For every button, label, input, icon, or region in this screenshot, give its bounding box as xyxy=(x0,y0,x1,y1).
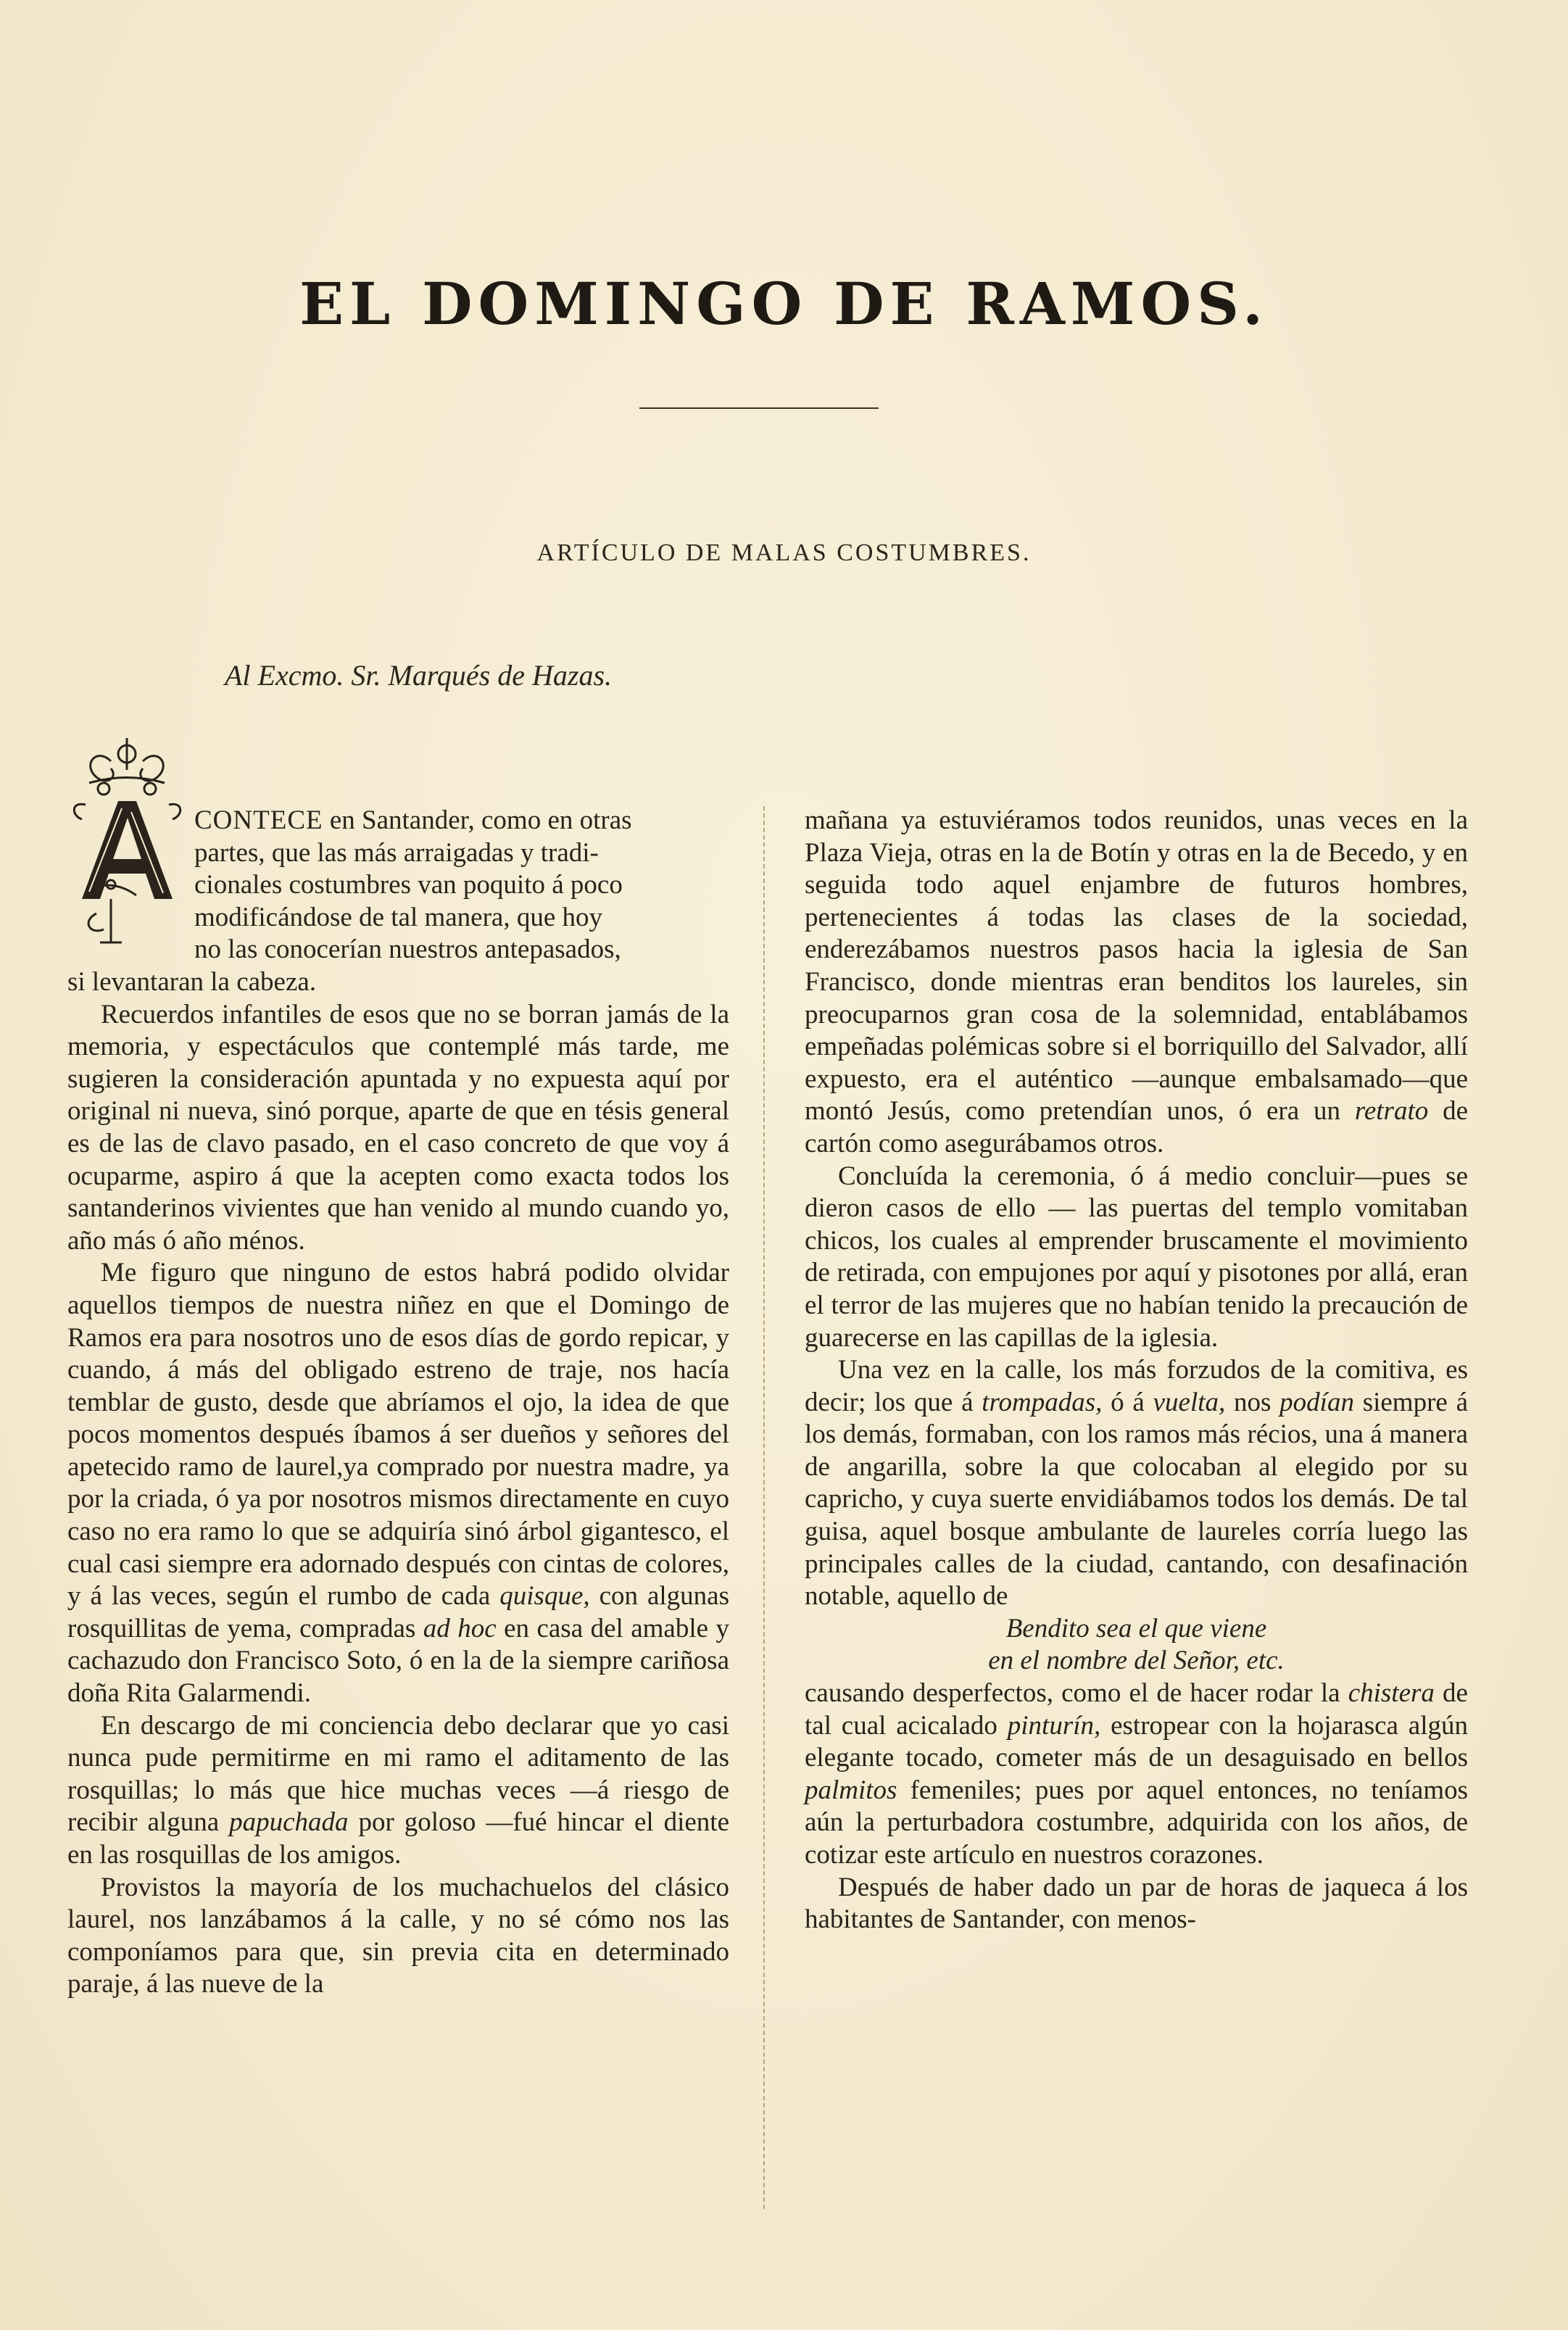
italic-run: chistera xyxy=(1348,1678,1435,1709)
paragraph-6 xyxy=(805,805,1468,1161)
text-line: no las conocerían nuestros antepasados, xyxy=(194,934,621,965)
verse-line: en el nombre del Señor, etc. xyxy=(988,1646,1285,1676)
italic-run: pinturín, xyxy=(1007,1710,1101,1741)
paragraph-5: Provistos la mayoría de los muchachuelos del clásico laurel, nos lanzábamos á la calle, y no sé cómo nos las componíamos para que, sin previa cita en determinado paraje, á las nueve de la xyxy=(67,1872,729,1999)
paragraph-4 xyxy=(67,1710,729,1872)
text-run: con algunas rosquillitas de yema, compradas xyxy=(67,1581,729,1643)
italic-run: papuchada xyxy=(229,1807,349,1838)
text-run: en casa del amable y cachazudo don Francisco Soto, ó en la de la siempre cariñosa doña Rita Galarmendi. xyxy=(67,1613,729,1709)
italic-run: ad hoc xyxy=(423,1613,497,1643)
right-column xyxy=(805,805,1468,1936)
article-subtitle: ARTÍCULO DE MALAS COSTUMBRES. xyxy=(536,539,1032,566)
text-line: cionales costumbres van poquito á poco xyxy=(194,870,623,900)
text-run: Una vez en la calle, los más forzudos de la comitiva, es decir; los que á xyxy=(805,1355,1468,1417)
italic-run: trompadas, xyxy=(982,1387,1103,1417)
article-title: EL DOMINGO DE RAMOS. xyxy=(299,270,1269,338)
opening-word: CONTECE xyxy=(194,805,323,835)
paragraph-8 xyxy=(805,1354,1468,1613)
italic-run: quisque, xyxy=(499,1581,590,1612)
paragraph-2: Recuerdos infantiles de esos que no se borran jamás de la memoria, y espectáculos que contemplé más tarde, me sugieren la consideración apuntada y no expuesta aquí por original ni nueva, sinó porque, aparte de que en tésis general es de las de clavo pasado, en el caso concreto de que voy á ocuparme, aspiro á que la acepten como exacta todos los santanderinos vivientes que han venido al mundo cuando yo, año más ó año ménos. xyxy=(67,999,729,1256)
column-divider xyxy=(763,806,765,2209)
paragraph-3 xyxy=(67,1257,729,1709)
italic-run: palmitos xyxy=(805,1775,897,1805)
italic-run: podían xyxy=(1279,1387,1354,1417)
text-run: Me figuro que ninguno de estos habrá podido olvidar aquellos tiempos de nuestra niñez en que el Domingo de Ramos era para nosotros uno de esos días de gordo repicar, y cuando, á más del obligado estreno de traje, nos hacía temblar de gusto, desde que abríamos el ojo, la idea de que pocos momentos después íbamos á ser dueños y señores del apetecido ramo de laurel,ya comprado por nuestra madre, ya por la criada, ó ya por nosotros mismos directamente en cuyo caso no era ramo lo que se adquiría sinó árbol gigantesco, el cual casi siempre era adornado después con cintas de colores, y á las veces, según el rumbo de cada xyxy=(67,1258,729,1612)
text-run: ó á xyxy=(1102,1387,1153,1417)
paragraph-1 xyxy=(67,805,729,999)
italic-run: retrato xyxy=(1354,1096,1429,1127)
text-run: mañana ya estuviéramos todos reunidos, unas veces en la Plaza Vieja, otras en la de Botín y otras en la de Becedo, y en seguida todo aquel enjambre de futuros hombres, pertenecientes á todas las clases de la sociedad, enderezábamos nuestros pasos hacia la iglesia de San Francisco, donde mientras eran benditos los laureles, sin preocuparnos gran cosa de la solemnidad, entablábamos empeñadas polémicas sobre si el borriquillo del Salvador, allí expuesto, era el auténtico —aunque embalsamado—que montó Jesús, como pretendían unos, ó era un xyxy=(805,805,1468,1127)
text-line: en Santander, como en otras xyxy=(323,805,632,835)
text-run: femeniles; pues por aquel entonces, no teníamos aún la perturbadora costumbre, adquirida con los años, de cotizar este artículo en nuestros corazones. xyxy=(805,1775,1468,1870)
text-run: por goloso —fué hincar el diente en las rosquillas de los amigos. xyxy=(67,1807,730,1870)
title-rule xyxy=(639,407,879,409)
text-run: de tal cual acicalado xyxy=(805,1678,1468,1741)
italic-run: vuelta, xyxy=(1153,1387,1226,1417)
left-column xyxy=(67,805,729,2001)
text-run: En descargo de mi conciencia debo declarar que yo casi nunca pude permitirme en mi ramo el aditamento de las rosquillas; lo más que hice muchas veces —á riesgo de recibir alguna xyxy=(67,1710,729,1838)
dedication: Al Excmo. Sr. Marqués de Hazas. xyxy=(225,659,613,692)
text-run: siempre á los demás, formaban, con los ramos más récios, una á manera de angarilla, sobre la que colocaban al elegido por su capricho, y cuya suerte envidiábamos todos los demás. De tal guisa, aquel bosque ambulante de laureles corría luego las principales calles de la ciudad, cantando, con desafinación notable, aquello de xyxy=(805,1387,1468,1612)
paragraph-7: Concluída la ceremonia, ó á medio concluir—pues se dieron casos de ello — las puertas del templo vomitaban chicos, los cuales al emprender bruscamente el movimiento de retirada, con empujones por aquí y pisotones por allá, eran el terror de las mujeres que no habían tenido la precaución de guarecerse en las capillas de la iglesia. xyxy=(805,1161,1468,1353)
text-run: de cartón como asegurábamos otros. xyxy=(805,1096,1468,1158)
text-run: causando desperfectos, como el de hacer rodar la xyxy=(805,1678,1348,1709)
paragraph-9 xyxy=(805,1678,1468,1872)
text-line: modificándose de tal manera, que hoy xyxy=(194,902,603,932)
paragraph-10: Después de haber dado un par de horas de jaqueca á los habitantes de Santander, con menos- xyxy=(805,1872,1468,1935)
text-line: partes, que las más arraigadas y tradi- xyxy=(194,837,599,868)
text-run: estropear con la hojarasca algún elegante tocado, cometer más de un desaguisado en bellos xyxy=(805,1710,1469,1773)
text-run: nos xyxy=(1225,1387,1280,1417)
verse-quote xyxy=(805,1613,1468,1678)
text-line: si levantaran la cabeza. xyxy=(67,966,317,997)
verse-line: Bendito sea el que viene xyxy=(1005,1613,1267,1643)
